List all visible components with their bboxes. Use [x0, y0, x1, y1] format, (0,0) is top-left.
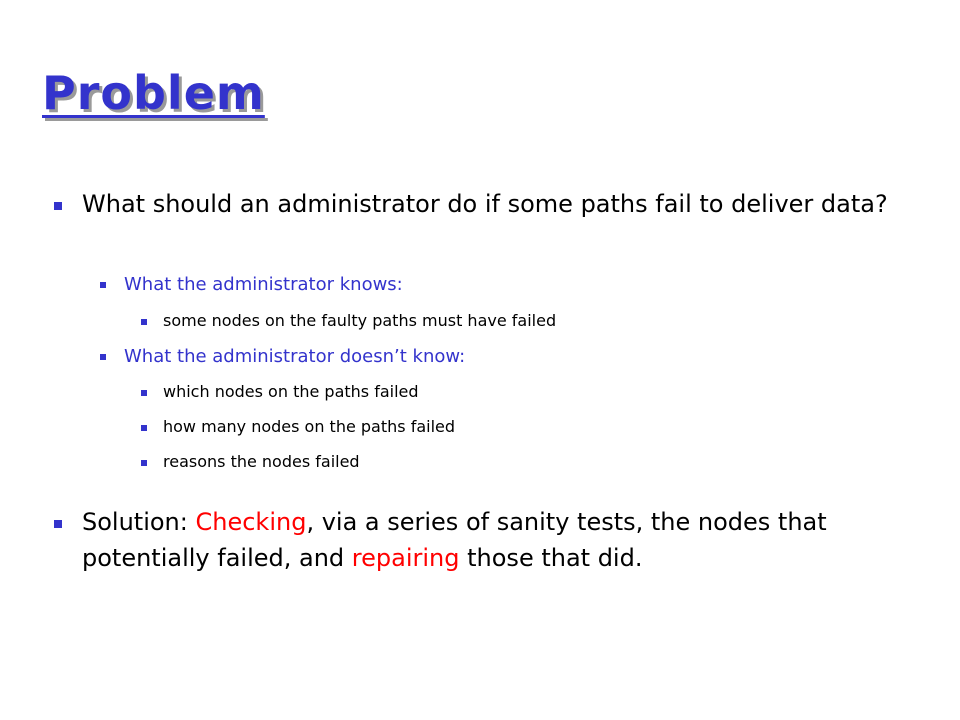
solution-part: Solution: — [82, 508, 196, 536]
solution-text — [82, 504, 902, 576]
highlight-checking: Checking — [195, 508, 307, 536]
solution-part: those that did. — [459, 544, 643, 572]
highlight-repairing: repairing — [351, 544, 460, 572]
doesnt-know-label: What the administrator doesn’t know: — [124, 346, 466, 367]
knows-label: What the administrator knows: — [124, 274, 403, 295]
bullet-icon — [100, 354, 106, 360]
bullet-icon — [141, 319, 147, 325]
bullet-icon — [100, 282, 106, 288]
doesnt-know-item: reasons the nodes failed — [163, 452, 360, 471]
solution-part: , via a series of sanity tests, the nodes that potentially failed, and — [82, 508, 827, 572]
slide-title: Problem — [42, 66, 265, 120]
bullet-icon — [54, 202, 62, 210]
bullet-icon — [141, 425, 147, 431]
bullet-icon — [54, 520, 62, 528]
bullet-icon — [141, 460, 147, 466]
question-text: What should an administrator do if some paths fail to deliver data? — [82, 190, 888, 218]
doesnt-know-item: which nodes on the paths failed — [163, 382, 419, 401]
doesnt-know-item: how many nodes on the paths failed — [163, 417, 456, 436]
knows-item: some nodes on the faulty paths must have failed — [163, 311, 557, 330]
bullet-icon — [141, 390, 147, 396]
